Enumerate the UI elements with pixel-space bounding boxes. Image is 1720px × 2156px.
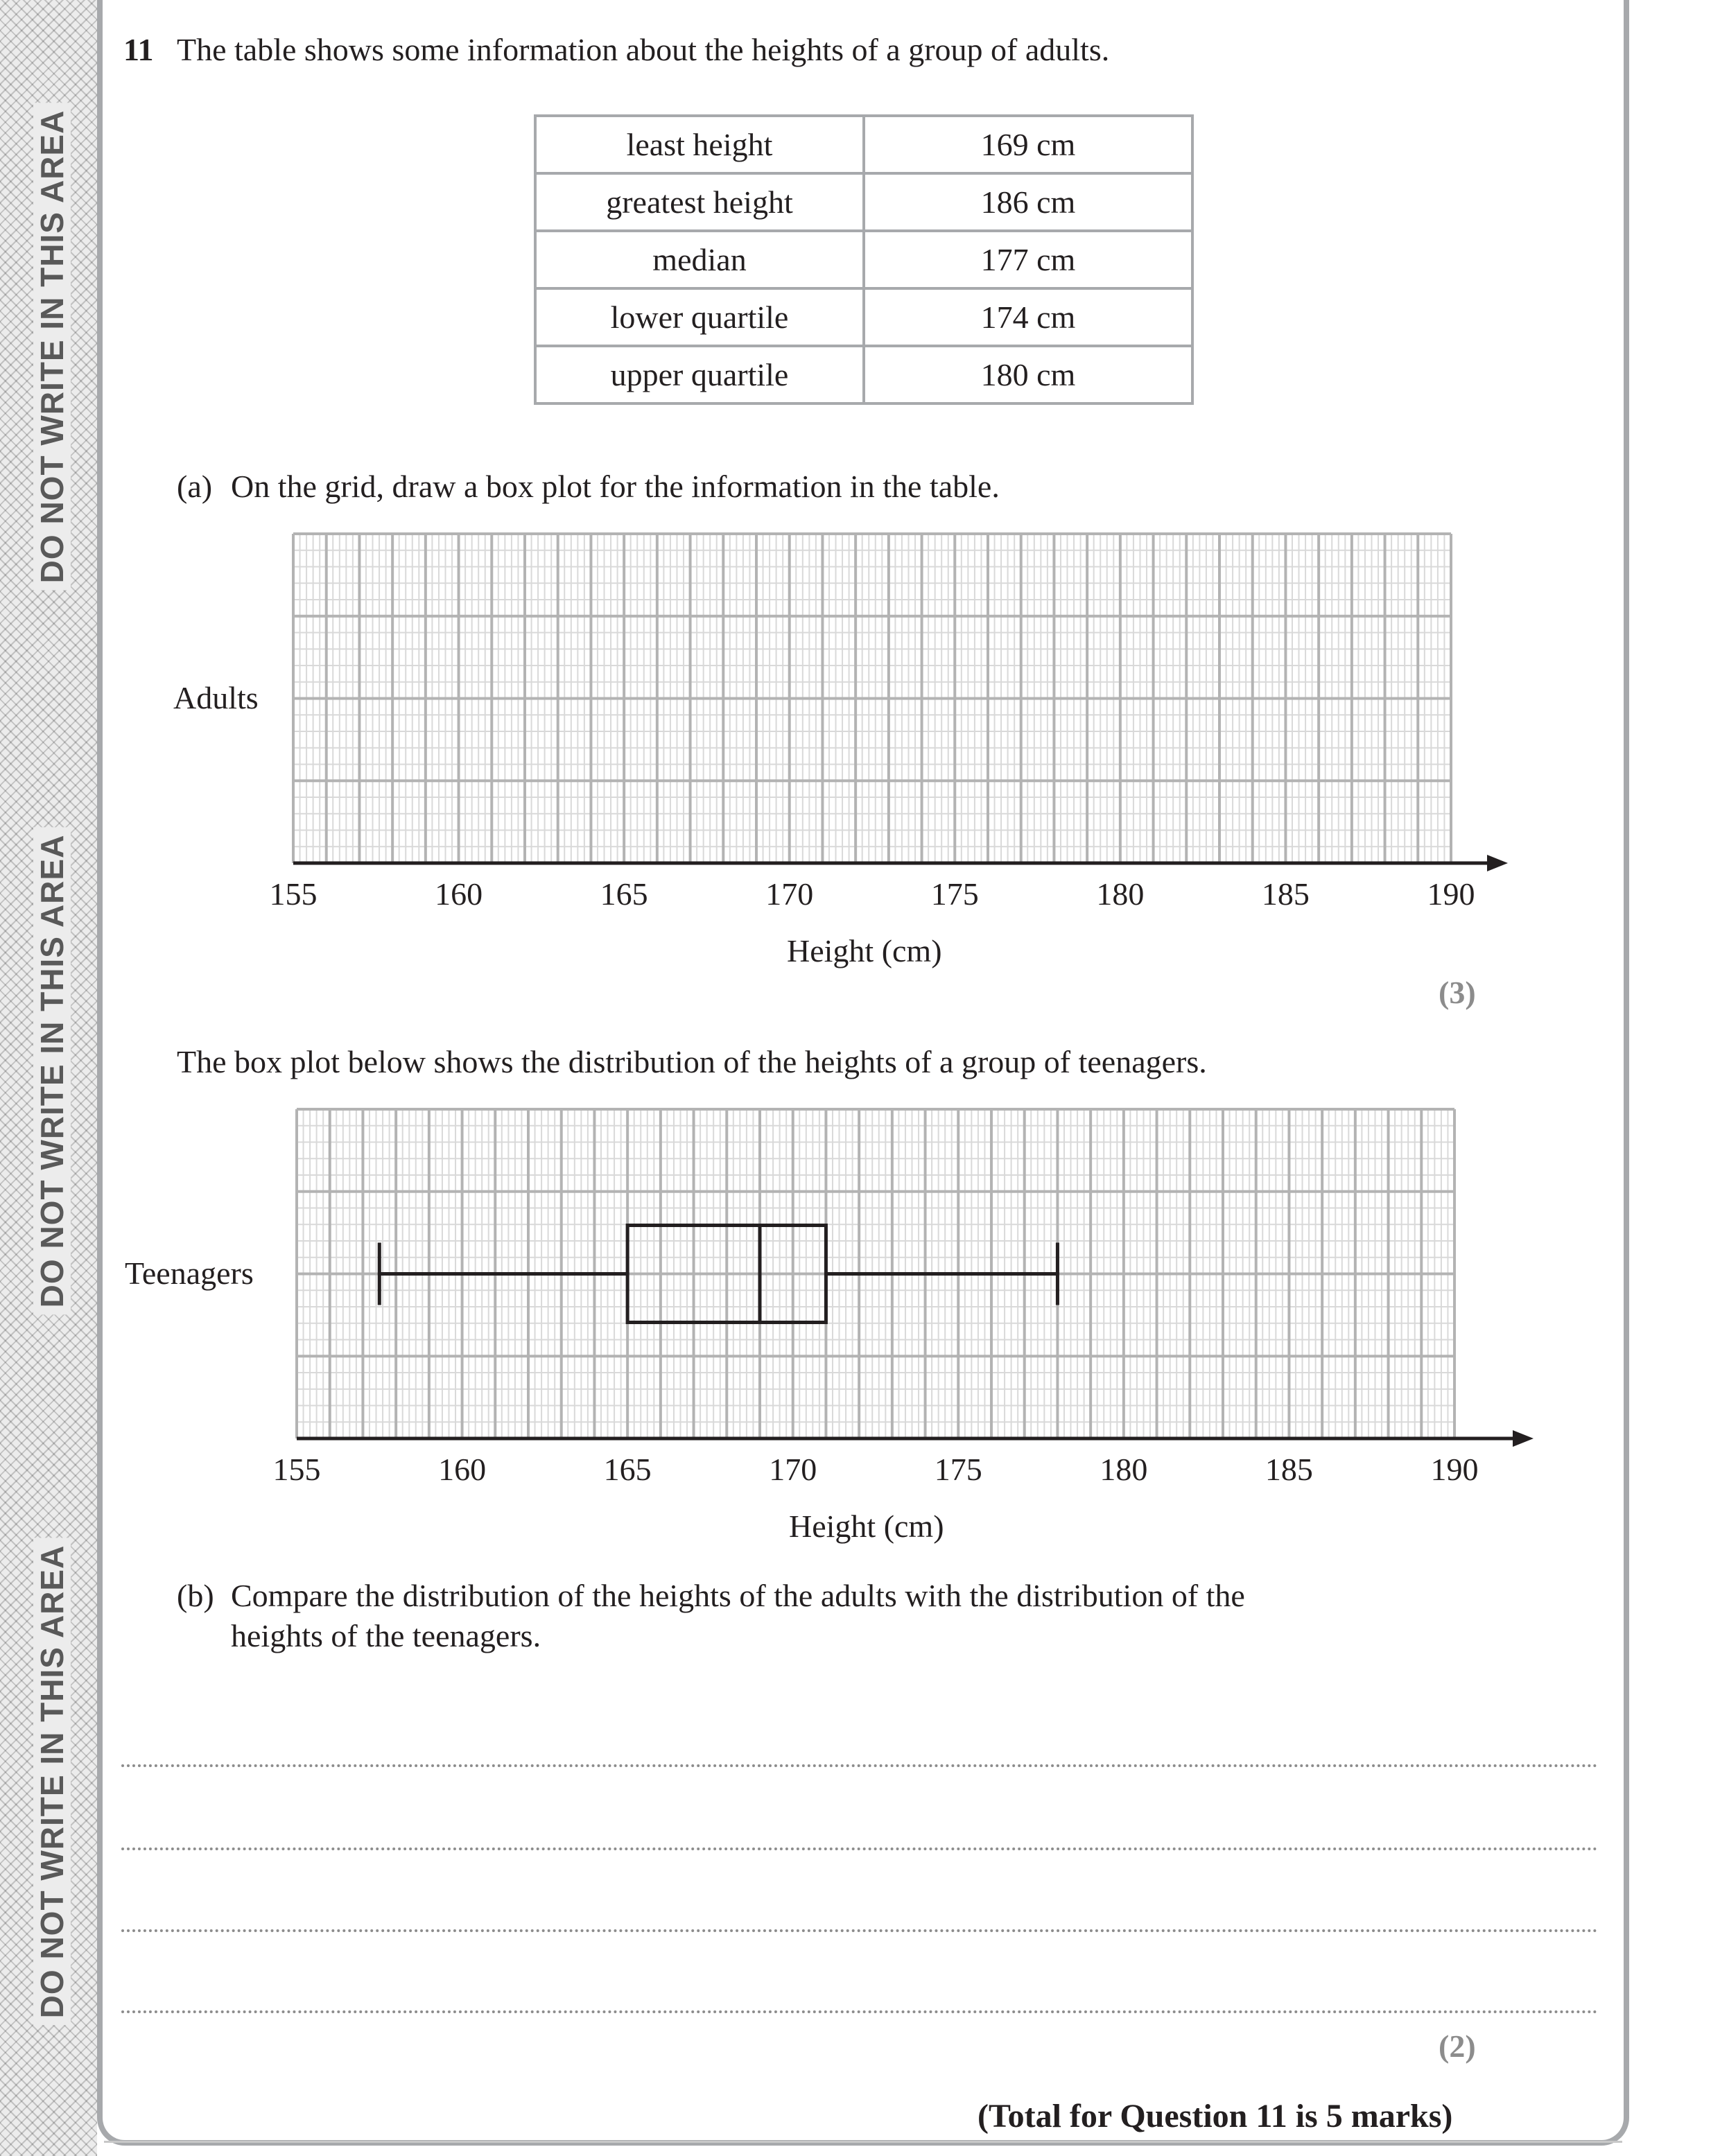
x-tick-label: 165 [600, 876, 648, 912]
table-row-label: greatest height [535, 173, 864, 231]
question-total: (Total for Question 11 is 5 marks) [978, 2098, 1453, 2135]
table-row-label: lower quartile [535, 288, 864, 346]
table-row-value: 186 cm [864, 173, 1192, 231]
teenagers-axis-label: Height (cm) [789, 1509, 944, 1544]
x-tick-label: 165 [603, 1452, 652, 1487]
part-a-label: (a) [177, 469, 213, 504]
teenagers-row-label: Teenagers [125, 1255, 254, 1291]
part-b-marks: (2) [1439, 2028, 1476, 2064]
question-intro: The table shows some information about the heights of a group of adults. [177, 32, 1110, 67]
x-tick-label: 170 [769, 1452, 817, 1487]
table-row-value: 180 cm [864, 346, 1192, 403]
answer-line-2[interactable] [121, 1848, 1598, 1850]
part-b-label: (b) [177, 1578, 214, 1613]
x-tick-label: 160 [438, 1452, 487, 1487]
table-row-value: 174 cm [864, 288, 1192, 346]
table-row-label: upper quartile [535, 346, 864, 403]
part-b-text-line2: heights of the teenagers. [231, 1618, 541, 1653]
adults-row-label: Adults [173, 680, 259, 715]
x-tick-label: 155 [269, 876, 318, 912]
margin-warning-3: DO NOT WRITE IN THIS AREA [33, 1538, 71, 2026]
x-tick-label: 160 [435, 876, 483, 912]
table-row-label: least height [535, 116, 864, 173]
teenagers-intro: The box plot below shows the distribution of the heights of a group of teenagers. [177, 1044, 1207, 1079]
table-row-value: 177 cm [864, 231, 1192, 288]
x-axis-arrow [1513, 1430, 1534, 1447]
x-tick-label: 180 [1100, 1452, 1148, 1487]
answer-line-3[interactable] [121, 1929, 1598, 1932]
margin-warning-1: DO NOT WRITE IN THIS AREA [33, 103, 71, 591]
question-number: 11 [123, 32, 154, 67]
table-row-value: 169 cm [864, 116, 1192, 173]
x-tick-label: 170 [765, 876, 814, 912]
x-tick-label: 185 [1265, 1452, 1313, 1487]
part-a-text: On the grid, draw a box plot for the information in the table. [231, 469, 1000, 504]
part-b-text-line1: Compare the distribution of the heights of the adults with the distribution of the [231, 1578, 1245, 1613]
x-tick-label: 185 [1261, 876, 1310, 912]
table-row-label: median [535, 231, 864, 288]
adults-axis-label: Height (cm) [787, 933, 942, 968]
answer-line-1[interactable] [121, 1764, 1598, 1767]
x-tick-label: 190 [1427, 876, 1475, 912]
x-tick-label: 155 [272, 1452, 321, 1487]
part-a-marks: (3) [1439, 975, 1476, 1010]
margin-warning-2: DO NOT WRITE IN THIS AREA [33, 828, 71, 1315]
x-tick-label: 175 [934, 1452, 982, 1487]
x-tick-label: 190 [1430, 1452, 1479, 1487]
x-tick-label: 180 [1096, 876, 1145, 912]
answer-line-4[interactable] [121, 2010, 1598, 2013]
x-tick-label: 175 [930, 876, 979, 912]
